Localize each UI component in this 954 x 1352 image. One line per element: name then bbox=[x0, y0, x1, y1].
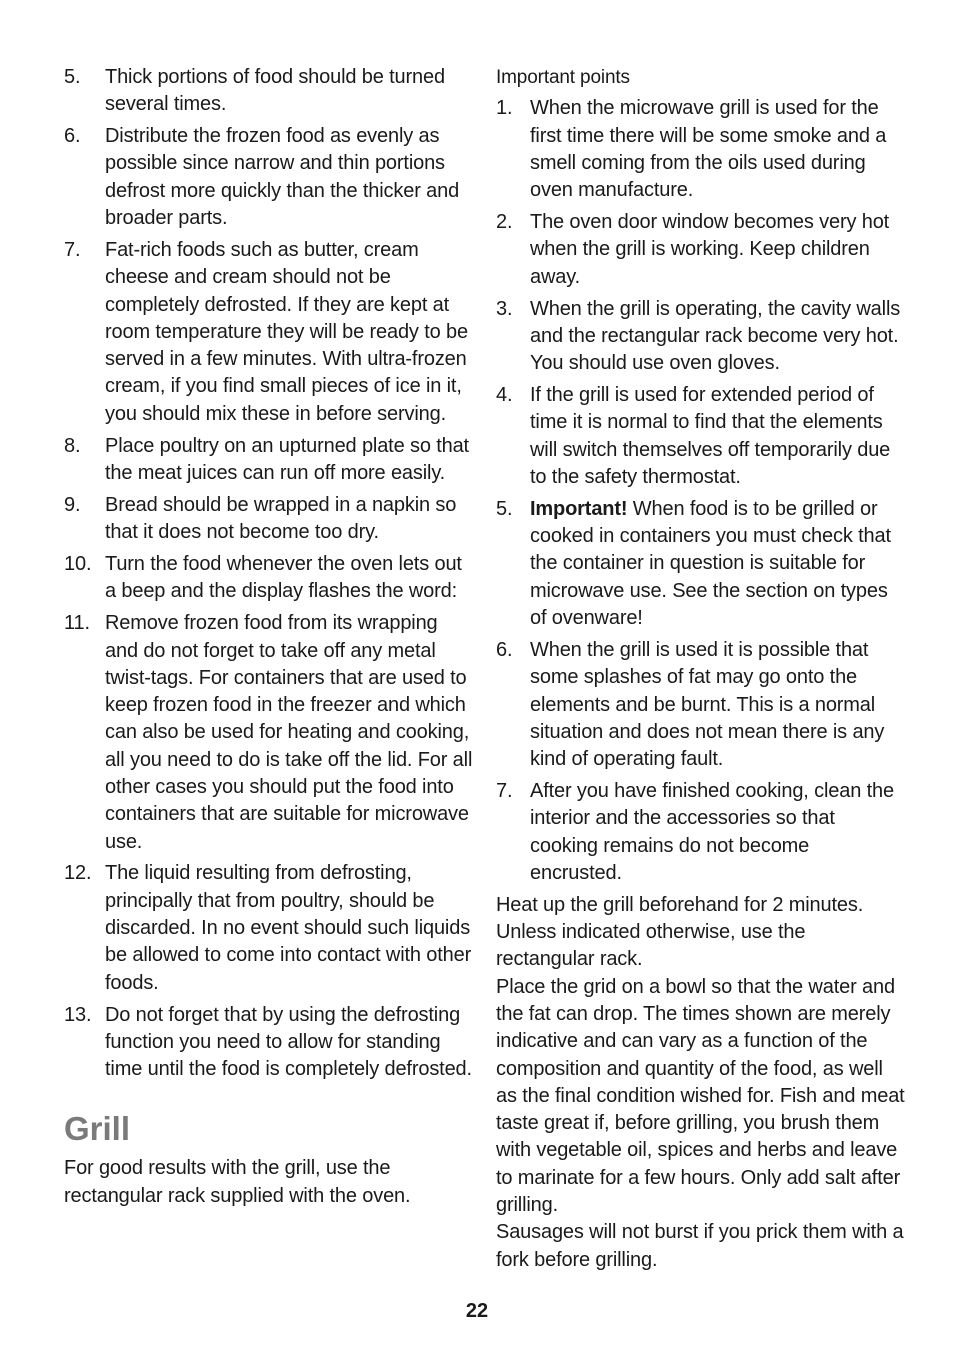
defrost-tips-list bbox=[64, 64, 474, 1083]
item-text: Thick portions of food should be turned several times. bbox=[105, 66, 445, 116]
list-item bbox=[496, 637, 906, 773]
item-number: 4. bbox=[496, 384, 513, 407]
item-text-body: When the microwave grill is used for the first time there will be some smoke and a smell coming from the oils used during oven manufacture. bbox=[530, 97, 887, 202]
item-text bbox=[530, 637, 906, 773]
right-column bbox=[496, 64, 906, 1274]
item-text: Fat-rich foods such as butter, cream cheese and cream should not be completely defrosted. If they are kept at room temperature they will be ready to be served in a few minutes. With ultra-frozen cream, if you find small pieces of ice in it, you should mix these in before serving. bbox=[105, 238, 468, 425]
list-item bbox=[64, 1002, 474, 1084]
list-item bbox=[64, 433, 474, 488]
item-text: Distribute the frozen food as evenly as possible since narrow and thin portions defrost more quickly than the thicker and broader parts. bbox=[105, 125, 460, 230]
item-text bbox=[530, 496, 906, 632]
item-number: 8. bbox=[64, 434, 81, 457]
item-number: 12. bbox=[64, 862, 92, 885]
item-text bbox=[530, 382, 906, 491]
item-number: 6. bbox=[496, 638, 513, 661]
list-item bbox=[496, 496, 906, 632]
item-number: 5. bbox=[64, 66, 81, 88]
grill-intro: For good results with the grill, use the rectangular rack supplied with the oven. bbox=[64, 1157, 411, 1207]
item-text: Place poultry on an upturned plate so that the meat juices can run off more easily. bbox=[105, 434, 469, 484]
left-column bbox=[64, 64, 474, 1210]
item-number: 7. bbox=[496, 779, 513, 802]
list-item bbox=[496, 382, 906, 491]
item-number: 5. bbox=[496, 497, 513, 520]
item-text bbox=[530, 95, 906, 204]
important-points-heading: Important points bbox=[496, 67, 630, 88]
list-item bbox=[64, 551, 474, 606]
item-text-body: When food is to be grilled or cooked in containers you must check that the container in question is suitable for microwave use. See the section on types of ovenware! bbox=[530, 497, 891, 630]
item-text bbox=[530, 778, 906, 887]
list-item bbox=[64, 123, 474, 232]
item-number: 6. bbox=[64, 125, 81, 148]
item-text-body: After you have finished cooking, clean the interior and the accessories so that cooking remains do not become encrusted. bbox=[530, 779, 894, 884]
item-text: Bread should be wrapped in a napkin so that it does not become too dry. bbox=[105, 493, 457, 544]
item-number: 2. bbox=[496, 211, 513, 234]
item-text-body: When the grill is used it is possible that some splashes of fat may go onto the elements and be burnt. This is a normal situation and does not mean there is any kind of operating fault. bbox=[530, 638, 885, 771]
list-item bbox=[496, 95, 906, 204]
item-number: 9. bbox=[64, 493, 81, 516]
important-label: Important! bbox=[530, 497, 628, 520]
list-item bbox=[64, 860, 474, 996]
preheat-paragraph: Heat up the grill beforehand for 2 minutes. Unless indicated otherwise, use the rectangular rack. bbox=[496, 893, 864, 971]
item-text-body: When the grill is operating, the cavity walls and the rectangular rack become very hot. You should use oven gloves. bbox=[530, 297, 901, 375]
list-item bbox=[64, 64, 474, 119]
sausages-paragraph: Sausages will not burst if you prick them with a fork before grilling. bbox=[496, 1221, 904, 1271]
item-text: Do not forget that by using the defrosting function you need to allow for standing time until the food is completely defrosted. bbox=[105, 1003, 472, 1081]
grid-paragraph: Place the grid on a bowl so that the water and the fat can drop. The times shown are merely indicative and can vary as a function of the composition and quantity of the food, as well as the final condition wished for. Fish and meat taste great if, before grilling, you brush them with vegetable oil, spices and herbs and leave to marinate for a few hours. Only add salt after grilling. bbox=[496, 975, 905, 1217]
item-number: 10. bbox=[64, 553, 92, 576]
list-item bbox=[64, 237, 474, 428]
item-number: 1. bbox=[496, 97, 513, 120]
item-text: Remove frozen food from its wrapping and do not forget to take off any metal twist-tags. For containers that are used to keep frozen food in the freezer and which can also be used for heating and cooking, all you need to do is take off the lid. For all other cases you should put the food into containers that are suitable for microwave use. bbox=[105, 612, 473, 853]
item-text: The liquid resulting from defrosting, principally that from poultry, should be discarded. In no event should such liquids be allowed to come into contact with other foods. bbox=[105, 862, 472, 994]
item-text: Turn the food whenever the oven lets out a beep and the display flashes the word: bbox=[105, 553, 462, 603]
item-number: 11. bbox=[64, 612, 90, 635]
item-number: 7. bbox=[64, 238, 81, 261]
item-text bbox=[530, 209, 906, 291]
important-points-list bbox=[496, 95, 906, 887]
list-item bbox=[64, 610, 474, 856]
list-item bbox=[64, 492, 474, 547]
page-number: 22 bbox=[465, 1300, 489, 1322]
item-number: 3. bbox=[496, 297, 513, 320]
item-text bbox=[530, 296, 906, 378]
list-item bbox=[496, 209, 906, 291]
grill-heading: Grill bbox=[64, 1110, 131, 1148]
list-item bbox=[496, 296, 906, 378]
list-item bbox=[496, 778, 906, 887]
item-number: 13. bbox=[64, 1003, 92, 1026]
item-text-body: If the grill is used for extended period of time it is normal to find that the elements will switch themselves off temporarily due to the safety thermostat. bbox=[530, 384, 891, 488]
item-text-body: The oven door window becomes very hot when the grill is working. Keep children away. bbox=[530, 211, 890, 288]
